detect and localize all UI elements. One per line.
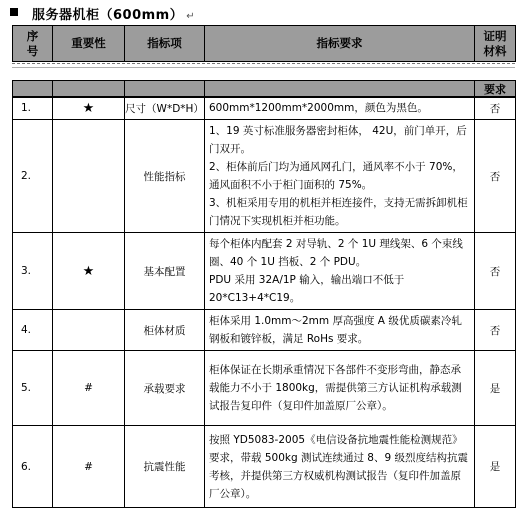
- row-item: 基本配置: [125, 233, 205, 310]
- bullet-icon: [10, 8, 18, 16]
- row-cert: 否: [475, 120, 516, 233]
- row-item: 抗震性能: [125, 426, 205, 508]
- row-importance: [53, 233, 125, 310]
- row-requirement: 按照 YD5083-2005《电信设备抗地震性能检测规范》要求，带载 500kg 测试连续通过 8、9 级烈度结构抗震考核，并提供第三方权威机构测试报告（复印件加盖原厂公章）。: [205, 426, 475, 508]
- row-importance: [53, 310, 125, 351]
- spec-table-body: [12, 96, 516, 508]
- row-no: 3.: [13, 233, 53, 310]
- row-importance: [53, 97, 125, 120]
- table-row: [13, 351, 516, 426]
- table-row: [13, 310, 516, 351]
- row-item: 承载要求: [125, 351, 205, 426]
- header-item: 指标项: [125, 26, 205, 62]
- row-no: 6.: [13, 426, 53, 508]
- title-row: [2, 4, 512, 24]
- row-no: 4.: [13, 310, 53, 351]
- pilcrow-mark: ↵: [186, 11, 196, 22]
- row-requirement: 柜体采用 1.0mm～2mm 厚高强度 A 级优质碳素冷轧钢板和镀锌板，满足 RoHs 要求。: [205, 310, 475, 351]
- row-no: 2.: [13, 120, 53, 233]
- row-importance: #: [53, 426, 125, 508]
- header-no: 序号: [13, 26, 53, 62]
- table-row: [13, 97, 516, 120]
- row-item: 尺寸（W*D*H）: [125, 97, 205, 120]
- header-row: [13, 26, 516, 62]
- header-requirement: 指标要求: [205, 26, 475, 62]
- row-cert: 否: [475, 310, 516, 351]
- row-requirement: 每个柜体内配套 2 对导轨、2 个 1U 理线架、6 个束线圈、40 个 1U 挡板、2 个 PDU。 PDU 采用 32A/1P 输入，输出端口不低于 20*C13+4*C19。: [205, 233, 475, 310]
- page-break-line: [12, 63, 515, 64]
- star-icon: ★: [82, 263, 95, 279]
- continued-header-row: [13, 81, 516, 98]
- continued-header-cert: 要求: [475, 81, 516, 98]
- row-cert: 否: [475, 233, 516, 310]
- row-no: 5.: [13, 351, 53, 426]
- table-row: [13, 120, 516, 233]
- spec-table-header: [12, 25, 516, 62]
- spec-rows: [13, 97, 516, 508]
- row-item: 性能指标: [125, 120, 205, 233]
- row-requirement: 600mm*1200mm*2000mm，颜色为黑色。: [205, 97, 475, 120]
- row-no: 1.: [13, 97, 53, 120]
- header-importance: 重要性: [53, 26, 125, 62]
- row-requirement: 1、19 英寸标准服务器密封柜体， 42U，前门单开，后门双开。 2、柜体前后门均为通风网孔门，通风率不小于 70%，通风面积不小于柜门面积的 75%。 3、机柜采用专用的机柜并柜连接件，支持无需拆卸机柜门情况下实现机柜并柜功能。: [205, 120, 475, 233]
- table-row: [13, 426, 516, 508]
- page-break-line-2: [12, 67, 515, 68]
- row-cert: 是: [475, 426, 516, 508]
- table-row: [13, 233, 516, 310]
- page-title: 服务器机柜（600mm） ↵: [32, 8, 196, 23]
- row-importance: #: [53, 351, 125, 426]
- row-cert: 是: [475, 351, 516, 426]
- star-icon: ★: [82, 100, 95, 116]
- header-cert: 证明材料: [475, 26, 516, 62]
- row-importance: [53, 120, 125, 233]
- row-item: 柜体材质: [125, 310, 205, 351]
- row-requirement: 柜体保证在长期承重情况下各部件不变形弯曲，静态承载能力不小于 1800kg，需提供第三方认证机构承载测试报告复印件（复印件加盖原厂公章）。: [205, 351, 475, 426]
- row-cert: 否: [475, 97, 516, 120]
